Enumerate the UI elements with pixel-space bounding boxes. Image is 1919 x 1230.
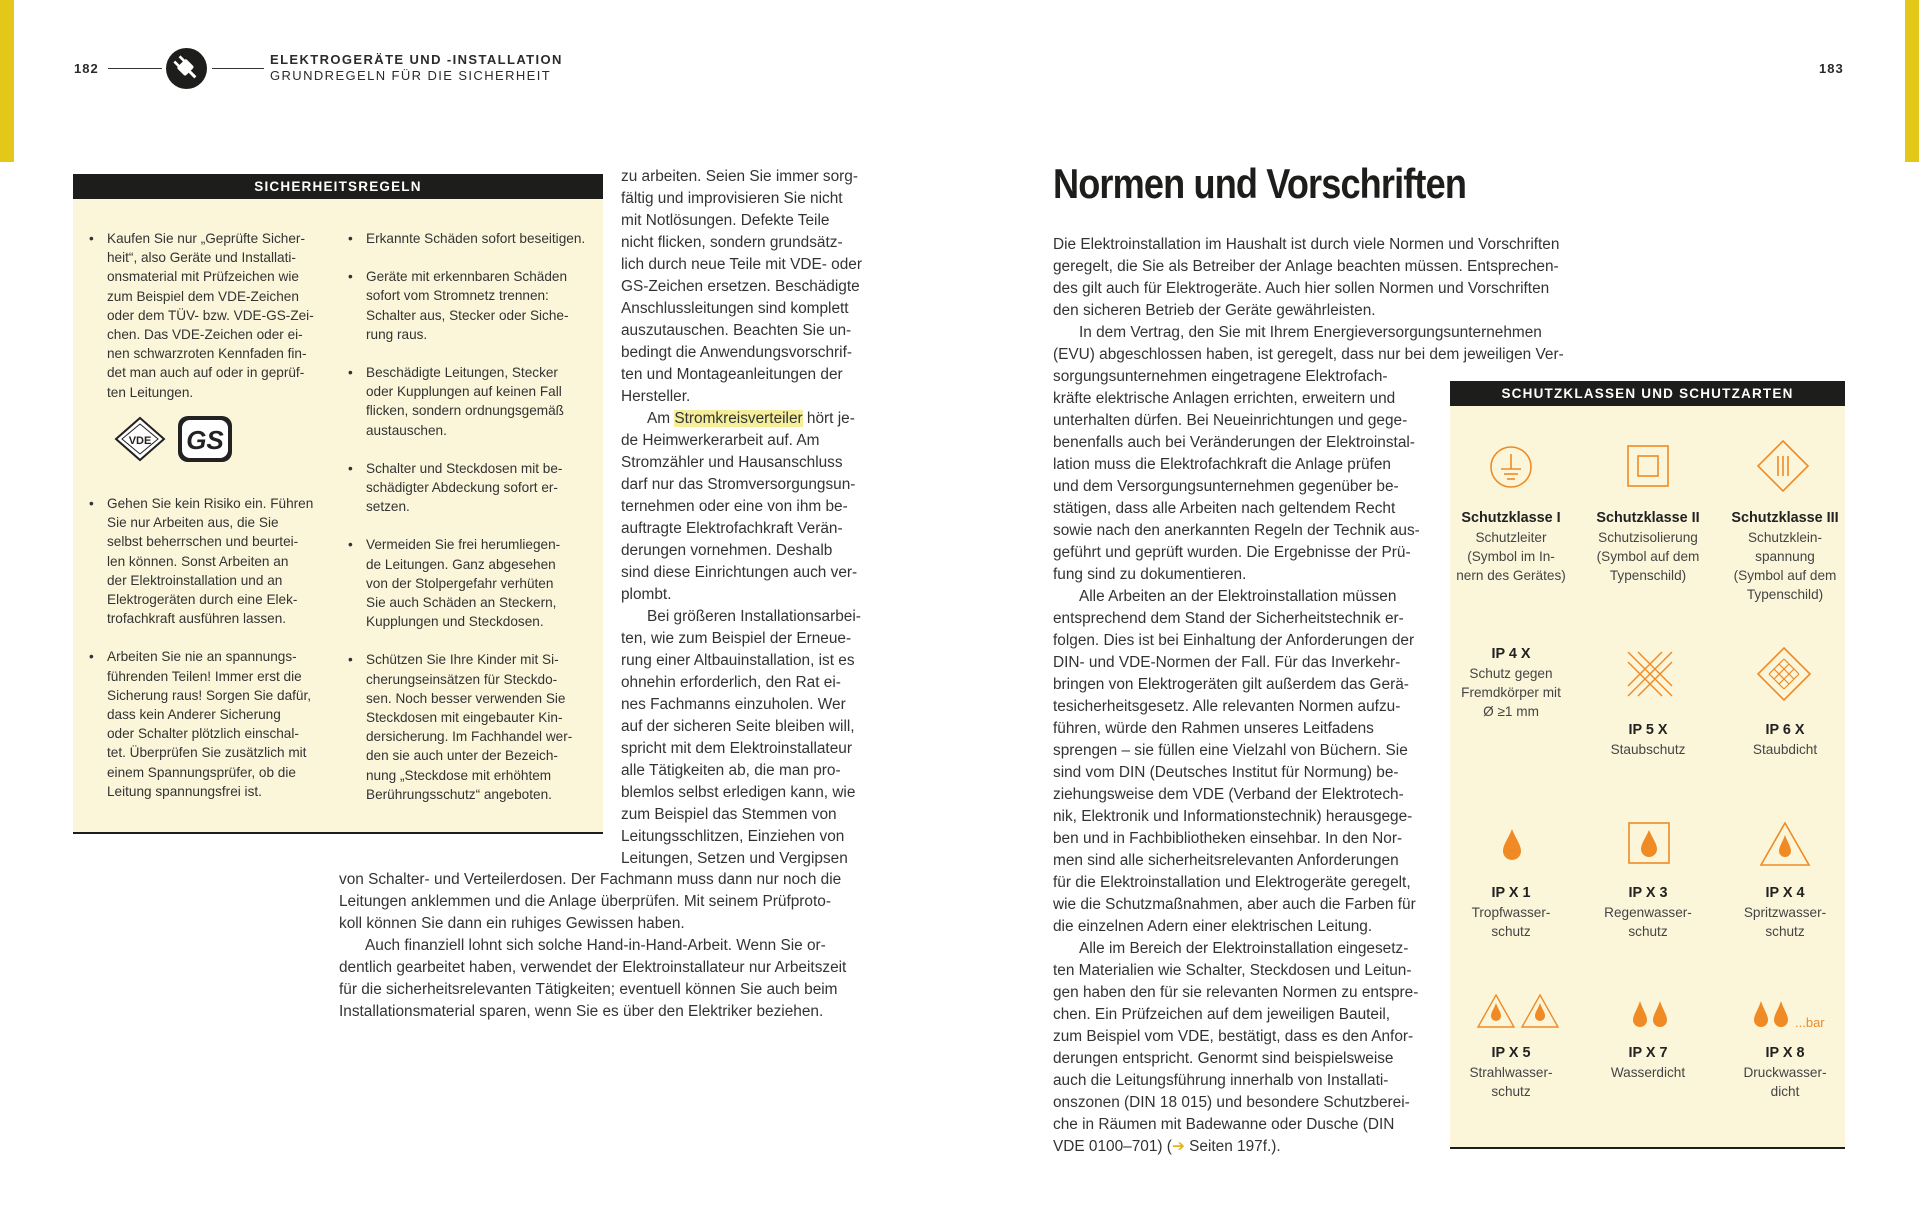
dust-grid-icon [1623, 647, 1677, 701]
para4-text: Alle im Bereich der Elektroinstallation eingesetz- ten Materialien wie Schalter, Steckdosen und Leitun- gen haben den für sie relevanten Normen zu entspre- chen. Ein Prüfzeichen auf dem jeweiligen Bauteil, zum Beispiel vom VDE, bestätigt, dass es den Anfor- derungen entspricht. Genormt sind beispielsweise auch die Leitungsführung innerhalb von Installati- onszonen (DIN 18 015) und besondere Schutzberei- che in Räumen mit Badewanne oder Dusche (DIN VDE 0100–701) ( [1053, 940, 1419, 1155]
arrow-right-icon: ➔ [1171, 1138, 1185, 1155]
right-paragraph-4 [1053, 938, 1433, 1158]
safety-rules-col2 [366, 229, 596, 804]
cell-desc: Schutz gegen Fremdkörper mit Ø ≥1 mm [1461, 666, 1561, 719]
para2-rest: hört je- de Heimwerkerarbeit auf. Am Stromzähler und Hausanschluss darf nur das Stromversorgungsun- ternehmen oder eine von ihm be- auftragte Elektrofachkraft Verän- derungen vornehmen. Deshalb sind diese Einrichtungen auch ver- plombt. [621, 410, 858, 603]
protection-cell [1580, 721, 1716, 759]
middle-column [621, 166, 869, 870]
right-paragraph-2-wide: In dem Vertrag, den Sie mit Ihrem Energieversorgungsunternehmen (EVU) abgeschlossen haben, ist geregelt, dass nur bei dem jeweiligen Ver- [1053, 324, 1564, 363]
highlight-stromkreisverteiler: Stromkreisverteiler [674, 410, 803, 427]
middle-bottom-text [339, 869, 879, 1023]
safety-rules-col1b [107, 494, 337, 801]
cell-desc: Wasserdicht [1610, 1065, 1686, 1080]
protection-cell [1443, 1044, 1579, 1101]
right-column-narrow [1053, 366, 1433, 1158]
diamond-lines-icon [1755, 438, 1811, 494]
protection-cell [1580, 884, 1716, 941]
cell-desc: Staubschutz [1610, 742, 1686, 757]
protection-classes-box [1450, 381, 1845, 1148]
protection-classes-bottom-rule [1450, 1147, 1845, 1149]
cert-logos [112, 414, 238, 464]
drop-triangle-icon [1759, 821, 1811, 867]
right-intro [1053, 234, 1593, 366]
dust-diamond-icon [1755, 645, 1813, 703]
middle-paragraph-4: Auch finanziell lohnt sich solche Hand-in-Hand-Arbeit. Wenn Sie or- dentlich gearbeitet haben, verwendet der Elektroinstallateur nur Arbeitszeit für die sicherheitsrelevanten Tätigkeiten; eventuell können Sie auch beim Installationsmaterial sparen, wenn Sie es über den Elektriker beziehen. [339, 937, 847, 1020]
protection-cell [1717, 721, 1853, 759]
page-number-left: 182 [74, 61, 99, 76]
cell-title: Schutzklasse I [1461, 510, 1561, 526]
safety-rules-title: SICHERHEITSREGELN [73, 174, 603, 199]
right-paragraph-1: Die Elektroinstallation im Haushalt ist durch viele Normen und Vorschriften geregelt, die Sie als Betreiber der Anlage beachten müssen. Entsprechen- des gilt auch für Elektrogeräte. Auch hier sollen Normen und Vorschriften den sicheren Betrieb der Geräte gewährleisten. [1053, 236, 1560, 319]
rule-item: • Gehen Sie kein Risiko ein. Führen Sie nur Arbeiten aus, die Sie selbst beherrschen und beurtei- len können. Sonst Arbeiten an der Elektroinstallation und an Elektrogeräten durch eine Elek- trofachkraft ausführen lassen. [107, 494, 337, 628]
protection-cell [1580, 509, 1716, 585]
cell-title: IP X 1 [1491, 885, 1531, 901]
rule-item: • Kaufen Sie nur „Geprüfte Sicher- heit“, also Geräte und Installati- onsmaterial mit Prüfzeichen wie zum Beispiel dem VDE-Zeichen oder dem TÜV- bzw. VDE-GS-Zei- chen. Das VDE-Zeichen oder ei- nen schwarzroten Kennfaden fin- det man auch auf oder in geprüf- ten Leitungen. [107, 229, 337, 402]
cell-title: IP X 4 [1765, 885, 1805, 901]
two-drops-bar-icon [1750, 999, 1792, 1031]
middle-paragraph-2 [621, 408, 869, 606]
right-paragraph-2: sorgungsunternehmen eingetragene Elektrofach- kräfte elektrische Anlagen errichten, erweitern und unterhalten dürfen. Bei Neueinrichtungen und gege- benenfalls auch bei Veränderungen der Elektroinstal- lation muss die Elektrofachkraft die Anlage prüfen und dem Versorgungsunternehmen gegenüber be- stätigen, dass alle Arbeiten nach geltendem Recht sowie nach den anerkannten Regeln der Technik aus- geführt und geprüft wurden. Die Ergebnisse der Prü- fung sind zu dokumentieren. [1053, 368, 1420, 583]
rule-item: • Schützen Sie Ihre Kinder mit Si- cherungseinsätzen für Steckdo- sen. Noch besser verwenden Sie Steckdosen mit eingebauter Kin- dersicherung. Im Fachhandel wer- den sie auch unter der Bezeich- nung „Steckdose mit erhöhtem Berührungsschutz“ angeboten. [366, 650, 596, 804]
two-drops-icon [1629, 999, 1671, 1031]
cell-title: IP X 3 [1628, 885, 1668, 901]
header-rule-left [108, 68, 162, 69]
protection-cell [1717, 884, 1853, 941]
safety-rules-bottom-rule [73, 832, 603, 834]
right-margin-bar [1905, 0, 1919, 162]
cell-desc: Schutzleiter (Symbol im In- nern des Gerätes) [1456, 530, 1566, 583]
header-rule-right [212, 68, 264, 69]
cell-title: IP 4 X [1491, 646, 1531, 662]
page-title: Normen und Vorschriften [1053, 160, 1467, 207]
para4-end: Seiten 197f.). [1184, 1138, 1281, 1155]
left-margin-bar [0, 0, 14, 162]
vde-logo-text: VDE [128, 435, 152, 447]
chapter-title: ELEKTROGERÄTE UND -INSTALLATION [270, 52, 563, 67]
cell-desc: Staubdicht [1752, 742, 1818, 757]
cell-desc: Spritzwasser- schutz [1743, 905, 1827, 939]
double-square-icon [1625, 443, 1671, 489]
earth-ground-icon [1487, 443, 1535, 491]
rule-item: • Beschädigte Leitungen, Stecker oder Kupplungen auf keinen Fall flicken, sondern ordnungsgemäß austauschen. [366, 363, 596, 440]
two-drop-triangles-icon [1476, 993, 1560, 1029]
plug-icon [166, 48, 207, 89]
cell-title: IP 5 X [1628, 722, 1668, 738]
protection-cell [1717, 1044, 1853, 1101]
cell-title: Schutzklasse II [1596, 510, 1700, 526]
cell-desc: Regenwasser- schutz [1604, 905, 1692, 939]
gs-logo-text: GS [186, 425, 224, 455]
section-title: GRUNDREGELN FÜR DIE SICHERHEIT [270, 68, 552, 83]
middle-paragraph-3-continued: von Schalter- und Verteilerdosen. Der Fachmann muss dann nur noch die Leitungen anklemmen und die Anlage überprüfen. Mit seinem Prüfproto- koll können Sie dann ein ruhiges Gewissen haben. [339, 871, 842, 932]
page-number-right: 183 [1819, 61, 1844, 76]
cell-title: IP X 8 [1765, 1045, 1805, 1061]
bar-label: ...bar [1795, 1015, 1825, 1030]
cell-desc: Strahlwasser- schutz [1469, 1065, 1553, 1099]
protection-classes-title: SCHUTZKLASSEN UND SCHUTZARTEN [1450, 381, 1845, 406]
protection-cell [1443, 645, 1579, 721]
vde-logo-icon [116, 418, 164, 460]
rule-item: • Geräte mit erkennbaren Schäden sofort vom Stromnetz trennen: Schalter aus, Stecker oder Siche- rung raus. [366, 267, 596, 344]
gs-logo-icon [178, 416, 232, 462]
safety-rules-col1 [107, 229, 337, 402]
protection-cell [1443, 509, 1579, 585]
rule-item: • Schalter und Steckdosen mit be- schädigter Abdeckung sofort er- setzen. [366, 459, 596, 517]
rule-item: • Vermeiden Sie frei herumliegen- de Leitungen. Ganz abgesehen von der Stolpergefahr verhüten Sie auch Schäden an Steckern, Kupplungen und Steckdosen. [366, 535, 596, 631]
middle-paragraph-1: zu arbeiten. Seien Sie immer sorg- fältig und improvisieren Sie nicht mit Notlösungen. Defekte Teile nicht flicken, sondern grundsätz- lich durch neue Teile mit VDE- oder GS-Zeichen ersetzen. Beschädigte Anschlussleitungen sind komplett auszutauschen. Beachten Sie un- bedingt die Anwendungsvorschrif- ten und Montageanleitungen der Hersteller. [621, 168, 862, 405]
cell-desc: Schutzisolierung (Symbol auf dem Typenschild) [1596, 530, 1700, 583]
drop-icon [1500, 827, 1524, 861]
running-header [270, 52, 563, 84]
drop-square-icon [1627, 821, 1671, 865]
cell-title: Schutzklasse III [1731, 510, 1839, 526]
middle-paragraph-3: Bei größeren Installationsarbei- ten, wie zum Beispiel der Erneue- rung einer Altbauinstallation, ist es ohnehin erforderlich, den Rat ei- nes Fachmanns einzuholen. Wer auf der sicheren Seite bleiben will, spricht mit dem Elektroinstallateur alle Tätigkeiten ab, die man pro- blemlos selbst erledigen kann, wie zum Beispiel das Stemmen von Leitungsschlitzen, Einziehen von Leitungen, Setzen und Vergipsen [621, 608, 861, 867]
protection-cell [1717, 509, 1853, 604]
protection-cell [1580, 1044, 1716, 1082]
cell-title: IP 6 X [1765, 722, 1805, 738]
cell-title: IP X 5 [1491, 1045, 1531, 1061]
cell-desc: Druckwasser- dicht [1743, 1065, 1827, 1099]
right-paragraph-3: Alle Arbeiten an der Elektroinstallation müssen entsprechend dem Stand der Sicherheitstechnik er- folgen. Dies ist bei Einhaltung der Anforderungen der DIN- und VDE-Normen der Fall. Für das Inverkehr- bringen von Elektrogeräten gilt außerdem das Gerä- tesicherheitsgesetz. Alle relevanten Normen aufzu- führen, würde den Rahmen unseres Leitfadens sprengen – sie füllen eine Vielzahl von Büchern. Sie sind vom DIN (Deutsches Institut für Normung) be- ziehungsweise dem VDE (Verband der Elektrotech- nik, Elektronik und Informationstechnik) herausgege- ben und in Fachbibliotheken einsehbar. In den Nor- men sind alle sicherheitsrelevanten Anforderungen für die Elektroinstallation und Elektrogeräte geregelt, wie die Schutzmaßnahmen, aber auch die Farben für die einzelnen Adern einer elektrischen Leitung. [1053, 588, 1416, 935]
para2-start: Am [647, 410, 675, 427]
rule-item: • Arbeiten Sie nie an spannungs- führenden Teilen! Immer erst die Sicherung raus! Sorgen Sie dafür, dass kein Anderer Sicherung oder Schalter plötzlich einschal- tet. Überprüfen Sie zusätzlich mit einem Spannungsprüfer, ob die Leitung spannungsfrei ist. [107, 647, 337, 801]
cell-title: IP X 7 [1628, 1045, 1668, 1061]
cell-desc: Schutzklein- spannung (Symbol auf dem Typenschild) [1733, 530, 1837, 602]
cell-desc: Tropfwasser- schutz [1471, 905, 1551, 939]
protection-cell [1443, 884, 1579, 941]
rule-item: • Erkannte Schäden sofort beseitigen. [366, 229, 596, 248]
